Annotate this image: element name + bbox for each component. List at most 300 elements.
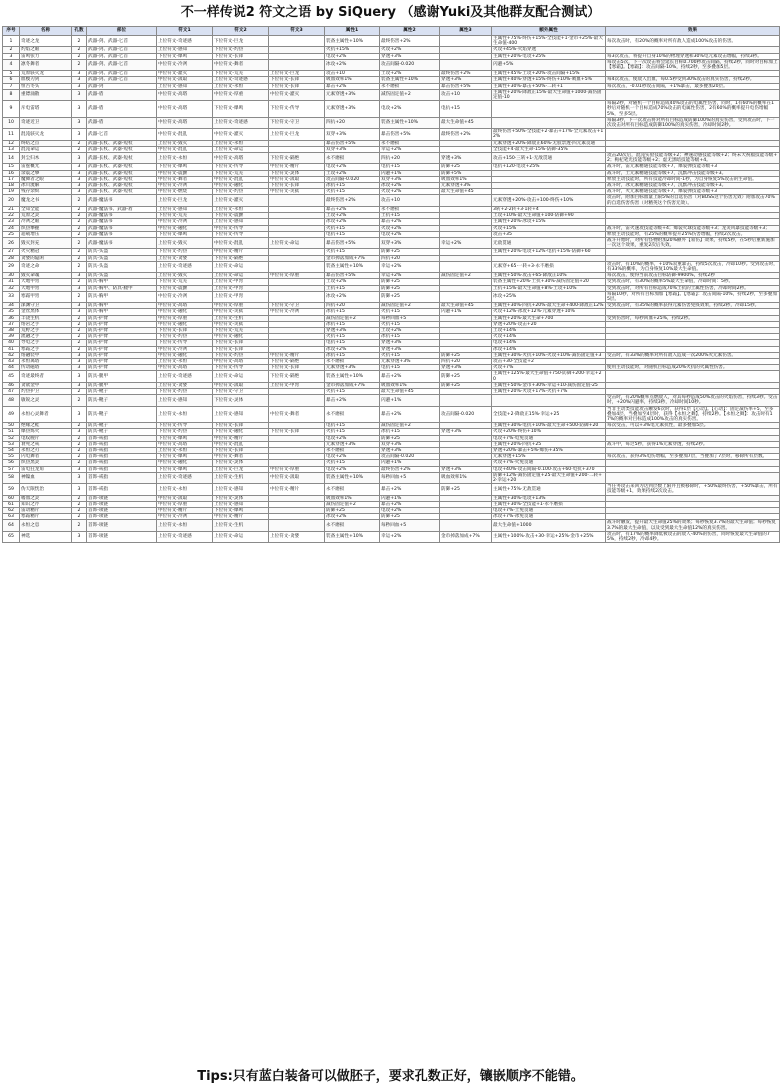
cell-extra-attr: 主属性+30%·火抗+10%·火攻+10%·减伤固定值+3 xyxy=(492,352,606,358)
cell-sockets: 2 xyxy=(72,340,87,346)
cell-name: 寒霜甲胄 xyxy=(20,291,72,302)
cell-index: 26 xyxy=(3,237,20,248)
cell-slot: 首饰-戒指 xyxy=(87,454,157,460)
table-row xyxy=(3,291,780,302)
cell-rune-3: 中位符文-精片 xyxy=(269,484,325,495)
cell-name: 嗜血之灵 xyxy=(20,495,72,501)
cell-rune-2: 中位符文-精片 xyxy=(213,435,269,441)
cell-extra-attr: 土攻+10%·最大生命值+100·防御+90 xyxy=(492,213,606,219)
cell-index: 44 xyxy=(3,365,20,371)
cell-rune-1: 上位符文-毁灭 xyxy=(157,140,213,146)
cell-rune-2: 上位符文-奇迹感 xyxy=(213,117,269,128)
cell-rune-2: 下位符文-长锋 xyxy=(213,423,269,429)
cell-index: 5 xyxy=(3,71,20,77)
table-row xyxy=(3,472,780,483)
cell-sockets: 3 xyxy=(72,83,87,89)
cell-index: 40 xyxy=(3,340,20,346)
cell-attr-1: 火抗+15 xyxy=(325,225,380,231)
cell-slot: 武器-长杖、武器-短杖 xyxy=(87,146,157,152)
cell-index: 47 xyxy=(3,388,20,394)
cell-name: 血楔刃剑 xyxy=(20,77,72,83)
cell-attr-2: 火攻+2% xyxy=(380,47,440,53)
cell-attr-1: 永不磨损 xyxy=(325,484,380,495)
cell-rune-2: 上位符文-命运 xyxy=(213,273,269,279)
cell-sockets: 3 xyxy=(72,89,87,100)
cell-attr-1: 减伤固定值+2 xyxy=(325,501,380,507)
cell-slot: 武器-盾 xyxy=(87,117,157,128)
cell-index: 2 xyxy=(3,47,20,53)
cell-rune-2: 上位符文-命运 xyxy=(213,531,269,542)
cell-attr-3: 幸运+2% xyxy=(440,237,492,248)
cell-attr-1: 火抗+15 xyxy=(325,189,380,195)
cell-rune-1: 中位符文-高塔 xyxy=(157,117,213,128)
cell-extra-attr: 主属性+30%·电抗+10%·最大生命+500·防御+20 xyxy=(492,423,606,429)
cell-index: 6 xyxy=(3,77,20,83)
cell-rune-1: 下位符文-长锋 xyxy=(157,327,213,333)
cell-rune-1: 上位符文-奇迹感 xyxy=(157,472,213,483)
cell-rune-1: 中位符文-融化 xyxy=(157,309,213,315)
cell-attr-2: 冰抗+15 xyxy=(380,334,440,340)
cell-attr-1: 防御+25 xyxy=(325,508,380,514)
cell-rune-1: 中位符文-高塔 xyxy=(157,89,213,100)
cell-name: 大地甲胄 xyxy=(20,285,72,291)
cell-attr-2: 火抗+15 xyxy=(380,352,440,358)
cell-attr-2: 双穿+3% xyxy=(380,441,440,447)
cell-rune-3: 中位符文-汲取 xyxy=(269,472,325,483)
cell-attr-2: 永不磨损 xyxy=(380,83,440,89)
cell-attr-1: 冰攻+2% xyxy=(325,514,380,520)
cell-rune-1: 中位符文-融化 xyxy=(157,225,213,231)
cell-attr-2: 元素穿透+3% xyxy=(380,358,440,364)
cell-rune-2: 中位符文-舞者 xyxy=(213,454,269,460)
cell-rune-3: 中位符文-灌灭 xyxy=(269,89,325,100)
cell-sockets: 3 xyxy=(72,77,87,83)
cell-rune-1: 上位符文-永恒 xyxy=(157,484,213,495)
cell-attr-1: 冰抗+15 xyxy=(325,352,380,358)
table-body xyxy=(3,36,780,543)
cell-name: 毁灭封充 xyxy=(20,237,72,248)
cell-name: 恒古冬头 xyxy=(20,83,72,89)
cell-slot: 武器-魔法书、武器-盾 xyxy=(87,206,157,212)
cell-rune-2: 上位符文-甲胄 xyxy=(213,291,269,302)
cell-sockets: 2 xyxy=(72,279,87,285)
cell-index: 62 xyxy=(3,508,20,514)
cell-effect: 释放主动技能时，有25%的概率提升25%伤害增幅，持续2次攻击。 xyxy=(606,231,780,237)
cell-index: 22 xyxy=(3,213,20,219)
runeword-table xyxy=(2,26,780,543)
cell-sockets: 2 xyxy=(72,315,87,321)
cell-index: 43 xyxy=(3,358,20,364)
cell-index: 59 xyxy=(3,484,20,495)
cell-sockets: 2 xyxy=(72,495,87,501)
cell-attr-1: 吸血效率1% xyxy=(325,495,380,501)
cell-index: 64 xyxy=(3,520,20,531)
cell-attr-1: 电抗+15 xyxy=(325,340,380,346)
cell-index: 60 xyxy=(3,495,20,501)
cell-rune-3 xyxy=(269,59,325,70)
cell-extra-attr: 主属性+30%·全技能+1·永不磨损 xyxy=(492,501,606,507)
cell-rune-3: 下位符文-长锋 xyxy=(269,365,325,371)
cell-index: 1 xyxy=(3,36,20,47)
cell-rune-2: 上位符文-感知 xyxy=(213,484,269,495)
cell-extra-attr: 3转+2·2转+3·1转+4 xyxy=(492,206,606,212)
cell-index: 20 xyxy=(3,195,20,206)
cell-attr-2: 永不磨损 xyxy=(380,140,440,146)
cell-attr-2: 暴击伤害+5% xyxy=(380,129,440,140)
cell-rune-2: 中位符文-混乱 xyxy=(213,237,269,248)
cell-attr-1: 双穿+3% xyxy=(325,146,380,152)
cell-index: 16 xyxy=(3,170,20,176)
cell-attr-3: 防御+25 xyxy=(440,371,492,382)
cell-effect: 受到伤害时，每秒回血+25%，持续2秒。 xyxy=(606,315,780,321)
cell-name: 魔龙之书 xyxy=(20,195,72,206)
cell-index: 34 xyxy=(3,303,20,309)
table-row xyxy=(3,237,780,248)
cell-sockets: 2 xyxy=(72,321,87,327)
cell-rune-2: 下位符文-长锋 xyxy=(213,448,269,454)
cell-attr-2: 冰抗+15 xyxy=(380,429,440,435)
cell-rune-1: 下位符文-爆鸣 xyxy=(157,53,213,59)
cell-attr-1: 冰攻+2% xyxy=(325,59,380,70)
cell-name: 永恒之息 xyxy=(20,520,72,531)
cell-rune-2: 上位符文-奇迹感 xyxy=(213,77,269,83)
cell-sockets: 3 xyxy=(72,303,87,309)
cell-effect: 受到攻击时，对所有目标造成70%土抗的土属性伤害，冷却时间2秒。 xyxy=(606,285,780,291)
cell-rune-3: 中位符文-厚重 xyxy=(269,466,325,472)
cell-slot: 武器-魔法书 xyxy=(87,237,157,248)
cell-attr-2: 电攻+2% xyxy=(380,101,440,118)
table-row xyxy=(3,89,780,100)
cell-sockets: 3 xyxy=(72,170,87,176)
header-rune-3: 符文3 xyxy=(269,27,325,36)
cell-sockets: 2 xyxy=(72,47,87,53)
cell-rune-2: 下位符文-守卫 xyxy=(213,388,269,394)
cell-attr-3: 最大生命值+45 xyxy=(440,117,492,128)
cell-slot: 防具-头盔 xyxy=(87,255,157,261)
cell-sockets: 2 xyxy=(72,388,87,394)
cell-effect: 战斗时，雷火速攻技能等级+4；爆裂火球技能等级+3；龙炎风暴技能等级+3； xyxy=(606,225,780,231)
cell-slot: 防具-护臂 xyxy=(87,346,157,352)
cell-attr-1: 装备主属性+10% xyxy=(325,472,380,483)
cell-slot: 首饰-戒指 xyxy=(87,484,157,495)
cell-index: 31 xyxy=(3,279,20,285)
cell-slot: 首饰-戒指 xyxy=(87,448,157,454)
cell-rune-1: 上位符文-奇迹感 xyxy=(157,531,213,542)
cell-rune-1: 中位符文-融化 xyxy=(157,460,213,466)
cell-attr-2: 闪避+1% xyxy=(380,495,440,501)
cell-sockets: 2 xyxy=(72,206,87,212)
cell-attr-2: 双穿+3% xyxy=(380,237,440,248)
cell-slot: 武器-长杖、武器-短杖 xyxy=(87,153,157,164)
cell-name: 丰饶生机 xyxy=(20,315,72,321)
cell-name: 永恒心灵舞者 xyxy=(20,406,72,423)
cell-sockets: 2 xyxy=(72,423,87,429)
cell-attr-3: 闪避+1% xyxy=(440,309,492,315)
header-attr-3: 属性3 xyxy=(440,27,492,36)
cell-attr-2: 穿透+3% xyxy=(380,340,440,346)
cell-attr-1: 火抗+15 xyxy=(325,460,380,466)
cell-index: 3 xyxy=(3,53,20,59)
cell-slot: 武器-魔法书 xyxy=(87,213,157,219)
cell-attr-2: 冰攻+2% xyxy=(380,183,440,189)
cell-rune-3: 中位符文-精片 xyxy=(269,164,325,170)
cell-slot: 防具-护臂 xyxy=(87,352,157,358)
cell-rune-3 xyxy=(269,261,325,272)
cell-slot: 防具-胸甲、防具-腿甲 xyxy=(87,285,157,291)
cell-rune-2: 下位符文-震颤 xyxy=(213,213,269,219)
cell-name: 寒霜之手 xyxy=(20,346,72,352)
cell-rune-1: 上位符文-永恒 xyxy=(157,153,213,164)
cell-sockets: 3 xyxy=(72,406,87,423)
table-row xyxy=(3,117,780,128)
cell-name: 全知全能 xyxy=(20,206,72,212)
cell-name: 灼热护卫 xyxy=(20,388,72,394)
cell-extra-attr: 穿透+20%·暴击+5%·爆伤+35% xyxy=(492,448,606,454)
cell-name: 贪婪的隐闲 xyxy=(20,255,72,261)
cell-attr-3: 最终伤害+2% xyxy=(440,129,492,140)
cell-rune-1: 下位符文-传导 xyxy=(157,423,213,429)
cell-rune-1: 中位符文-厚重 xyxy=(157,501,213,507)
cell-effect: 使用主动技能时，对随机目标造成20%火抗的火属性伤害。 xyxy=(606,365,780,371)
cell-rune-1: 上位符文-奇迹感 xyxy=(157,371,213,382)
cell-attr-1: 火抗+15 xyxy=(325,388,380,394)
cell-name: 奇迹之命 xyxy=(20,261,72,272)
cell-rune-3: 中位符文-精片 xyxy=(269,352,325,358)
cell-attr-3: 穿透+3% xyxy=(440,153,492,164)
cell-effect xyxy=(606,129,780,140)
cell-sockets: 2 xyxy=(72,213,87,219)
cell-rune-1: 中位符文-冷冽 xyxy=(157,514,213,520)
cell-slot: 武器-剑 xyxy=(87,83,157,89)
header-sockets: 孔数 xyxy=(72,27,87,36)
cell-attr-3: 电抗+15 xyxy=(440,101,492,118)
cell-sockets: 2 xyxy=(72,225,87,231)
cell-name: 荒原之灵 xyxy=(20,213,72,219)
table-row xyxy=(3,164,780,170)
cell-attr-1: 永不磨损 xyxy=(325,358,380,364)
cell-attr-2: 火攻+2% xyxy=(380,189,440,195)
cell-attr-3 xyxy=(440,261,492,272)
cell-sockets: 3 xyxy=(72,285,87,291)
cell-attr-1: 永不磨损 xyxy=(325,406,380,423)
cell-name: 爆热炼火 xyxy=(20,429,72,435)
cell-slot: 防具-护臂 xyxy=(87,327,157,333)
cell-name: 火灾精冠 xyxy=(20,249,72,255)
cell-extra-attr: 电攻+40%·攻击间隔-0.100·攻击+60·电抗+370 xyxy=(492,466,606,472)
cell-slot: 防具-靴子 xyxy=(87,388,157,394)
cell-attr-2: 每秒回血+5 xyxy=(380,472,440,483)
cell-name: 深渊守卫 xyxy=(20,303,72,309)
cell-attr-3 xyxy=(440,395,492,406)
cell-rune-2: 中位符文-混乱 xyxy=(213,176,269,182)
cell-rune-1: 中位符文-精片 xyxy=(157,508,213,514)
cell-attr-1: 电攻+2% xyxy=(325,454,380,460)
cell-slot: 防具-胸甲 xyxy=(87,291,157,302)
cell-rune-3 xyxy=(269,36,325,47)
cell-sockets: 2 xyxy=(72,291,87,302)
cell-extra-attr: 元素穿透+20%·降敌正60%·无股票透·四元素贯通 xyxy=(492,140,606,146)
cell-attr-1: 冰抗+15 xyxy=(325,183,380,189)
cell-effect: 释放主动技能时，所有技能冷却时间-1秒，为自身恢复5%攻击的生命值。 xyxy=(606,176,780,182)
cell-slot: 武器-盾 xyxy=(87,101,157,118)
header-rune-1: 符文1 xyxy=(157,27,213,36)
cell-rune-2: 下位符文-灼热 xyxy=(213,47,269,53)
cell-extra-attr: 主属性+30%·四抗+20%·最大生命+400·降敌正12% xyxy=(492,303,606,309)
cell-extra-attr: 冰攻+14% xyxy=(492,346,606,352)
cell-effect: 战斗时，火元素精通技能等级+7，爆裂弹技能等级+3 xyxy=(606,189,780,195)
cell-name: 熔融装甲 xyxy=(20,352,72,358)
cell-rune-1: 上位符文-感知 xyxy=(157,83,213,89)
cell-slot: 防具-靴子 xyxy=(87,395,157,406)
cell-sockets: 3 xyxy=(72,183,87,189)
cell-sockets: 3 xyxy=(72,273,87,279)
cell-slot: 防具-头盔 xyxy=(87,261,157,272)
cell-extra-attr: 主属性+30%·电攻+13% xyxy=(492,495,606,501)
cell-attr-1: 冰攻+2% xyxy=(325,346,380,352)
cell-rune-2: 中位符文-精片 xyxy=(213,514,269,520)
cell-effect: 每次攻击时，有20%的概率对所有敌人造成100%攻击的伤害。 xyxy=(606,36,780,47)
cell-rune-2: 上位符文-甲胄 xyxy=(213,285,269,291)
cell-rune-2: 上位符文-命运 xyxy=(213,371,269,382)
cell-index: 24 xyxy=(3,225,20,231)
cell-rune-3: 上位符文-甲胄 xyxy=(269,382,325,388)
cell-sockets: 3 xyxy=(72,164,87,170)
cell-rune-1: 中位符文-混乱 xyxy=(157,146,213,152)
cell-rune-2: 中位符文-舞者 xyxy=(213,59,269,70)
cell-attr-2: 幸运+2% xyxy=(380,273,440,279)
cell-name: 斥电雷塔 xyxy=(20,101,72,118)
cell-extra-attr: 元素穿+65·一转+3·永不磨损 xyxy=(492,261,606,272)
cell-attr-3: 穿透+3% xyxy=(440,429,492,435)
cell-sockets: 2 xyxy=(72,454,87,460)
cell-attr-2: 闪避+1% xyxy=(380,170,440,176)
cell-attr-2: 电攻+2% xyxy=(380,231,440,237)
cell-index: 7 xyxy=(3,83,20,89)
cell-name: 寒霜精片 xyxy=(20,514,72,520)
cell-rune-1: 中位符文-融化 xyxy=(157,321,213,327)
cell-attr-2: 最终伤害+2% xyxy=(380,466,440,472)
cell-sockets: 3 xyxy=(72,153,87,164)
cell-sockets: 2 xyxy=(72,435,87,441)
cell-sockets: 3 xyxy=(72,358,87,364)
cell-sockets: 3 xyxy=(72,365,87,371)
cell-sockets: 2 xyxy=(72,327,87,333)
cell-attr-2: 暴击+2% xyxy=(380,501,440,507)
cell-index: 21 xyxy=(3,206,20,212)
cell-attr-2: 每秒回血+5 xyxy=(380,520,440,531)
cell-index: 51 xyxy=(3,429,20,435)
cell-extra-attr: 主属性+20%·四抗+25 xyxy=(492,441,606,447)
cell-slot: 首饰-项链 xyxy=(87,514,157,520)
cell-sockets: 3 xyxy=(72,71,87,77)
cell-attr-2: 闪避+1% xyxy=(380,460,440,466)
cell-attr-2: 装备主属性+10% xyxy=(380,77,440,83)
cell-index: 17 xyxy=(3,176,20,182)
cell-rune-1: 下位符文-爆鸣 xyxy=(157,466,213,472)
cell-rune-3: 下位符文-隔绝 xyxy=(269,358,325,364)
cell-index: 12 xyxy=(3,140,20,146)
cell-rune-1: 上位符文-贪婪 xyxy=(157,255,213,261)
cell-sockets: 2 xyxy=(72,237,87,248)
header-extra-attr: 额外属性 xyxy=(492,27,606,36)
cell-rune-2: 下位符文-灵体 xyxy=(213,395,269,406)
cell-slot: 武器-长杖、武器-短杖 xyxy=(87,176,157,182)
cell-extra-attr xyxy=(492,101,606,118)
cell-index: 39 xyxy=(3,334,20,340)
cell-slot: 防具-胸甲 xyxy=(87,303,157,309)
cell-attr-3: 防御+25 xyxy=(440,352,492,358)
cell-index: 25 xyxy=(3,231,20,237)
cell-attr-1: 元素穿透+3% xyxy=(325,365,380,371)
cell-index: 28 xyxy=(3,255,20,261)
cell-attr-3: 金币掉落加成+7% xyxy=(440,531,492,542)
cell-effect: 攻击时，有17%的概率降低被攻击的敌人-40%的伤害，同时恢复最大生命值的75%，持续2秒，冷却4秒。 xyxy=(606,531,780,542)
cell-attr-3: 防御+25 xyxy=(440,484,492,495)
cell-index: 33 xyxy=(3,291,20,302)
cell-attr-1: 电攻+2% xyxy=(325,164,380,170)
cell-sockets: 2 xyxy=(72,219,87,225)
cell-sockets: 2 xyxy=(72,231,87,237)
cell-rune-1: 中位符文-高塔 xyxy=(157,441,213,447)
cell-name: 贪欲金甲 xyxy=(20,382,72,388)
cell-attr-1: 火抗+15 xyxy=(325,429,380,435)
cell-name: 电纹舰片 xyxy=(20,435,72,441)
cell-index: 53 xyxy=(3,441,20,447)
cell-effect: 每次攻击，使得当前攻击目标防御-9900%，持续2秒 xyxy=(606,273,780,279)
cell-extra-attr: 最大生命值+1000 xyxy=(492,520,606,531)
cell-name: 神镍血 xyxy=(20,472,72,483)
cell-slot: 武器-盾 xyxy=(87,89,157,100)
cell-effect: 攻击时，附加目标血量上限5%的自选伤害（对BOSS这个伤害无效）附加攻击70%的自选伤害伤害（对精英这个伤害无效）。 xyxy=(606,195,780,206)
cell-attr-2: 减伤固定值+2 xyxy=(380,89,440,100)
cell-rune-2: 上位符文-永恒 xyxy=(213,140,269,146)
cell-attr-2: 防御+25 xyxy=(380,435,440,441)
cell-name: 封尘归木 xyxy=(20,153,72,164)
cell-name: 雷动精片 xyxy=(20,508,72,514)
cell-attr-2: 穿透+3% xyxy=(380,53,440,59)
cell-rune-1: 下位符文-爆鸣 xyxy=(157,231,213,237)
cell-attr-1: 电抗+15 xyxy=(325,423,380,429)
cell-rune-3 xyxy=(269,395,325,406)
cell-name: 超载增压 xyxy=(20,231,72,237)
cell-rune-1: 上位符文-奇迹感 xyxy=(157,36,213,47)
cell-slot: 武器-魔法书 xyxy=(87,219,157,225)
cell-attr-3: 最终伤害+2% xyxy=(440,71,492,77)
cell-name: 毁灭命魂 xyxy=(20,273,72,279)
cell-slot: 首饰-项链 xyxy=(87,501,157,507)
cell-rune-3: 上位符文-巨龙 xyxy=(269,129,325,140)
cell-attr-1: 火抗+15 xyxy=(325,334,380,340)
cell-name: 终结之点 xyxy=(20,140,72,146)
header-slot: 部位 xyxy=(87,27,157,36)
cell-slot: 首饰-项链 xyxy=(87,520,157,531)
cell-rune-2: 中位符文-灌灭 xyxy=(213,129,269,140)
cell-sockets: 2 xyxy=(72,395,87,406)
cell-extra-attr: 冰攻+25% xyxy=(492,291,606,302)
cell-sockets: 3 xyxy=(72,189,87,195)
cell-index: 18 xyxy=(3,183,20,189)
table-header-row xyxy=(3,27,780,36)
cell-effect: 战斗开始时，对所有怪物附加20%额外【易伤】效果，持续5秒，在5秒后重新施加一次这个效果，重复2次后失效。 xyxy=(606,237,780,248)
cell-attr-1: 装备主属性+10% xyxy=(325,36,380,47)
cell-attr-2: 幸运+2% xyxy=(380,531,440,542)
cell-attr-3: 穿透+3% xyxy=(440,466,492,472)
cell-name: 混沌骇灭龙 xyxy=(20,129,72,140)
cell-rune-2: 下位符文-荒芜 xyxy=(213,170,269,176)
cell-attr-1: 四抗+20 xyxy=(325,117,380,128)
cell-rune-2: 中位符文-炎狱 xyxy=(213,321,269,327)
cell-effect: 受到攻击时，有30%的概率5%最大生命值，冷却时间：5秒。 xyxy=(606,279,780,285)
